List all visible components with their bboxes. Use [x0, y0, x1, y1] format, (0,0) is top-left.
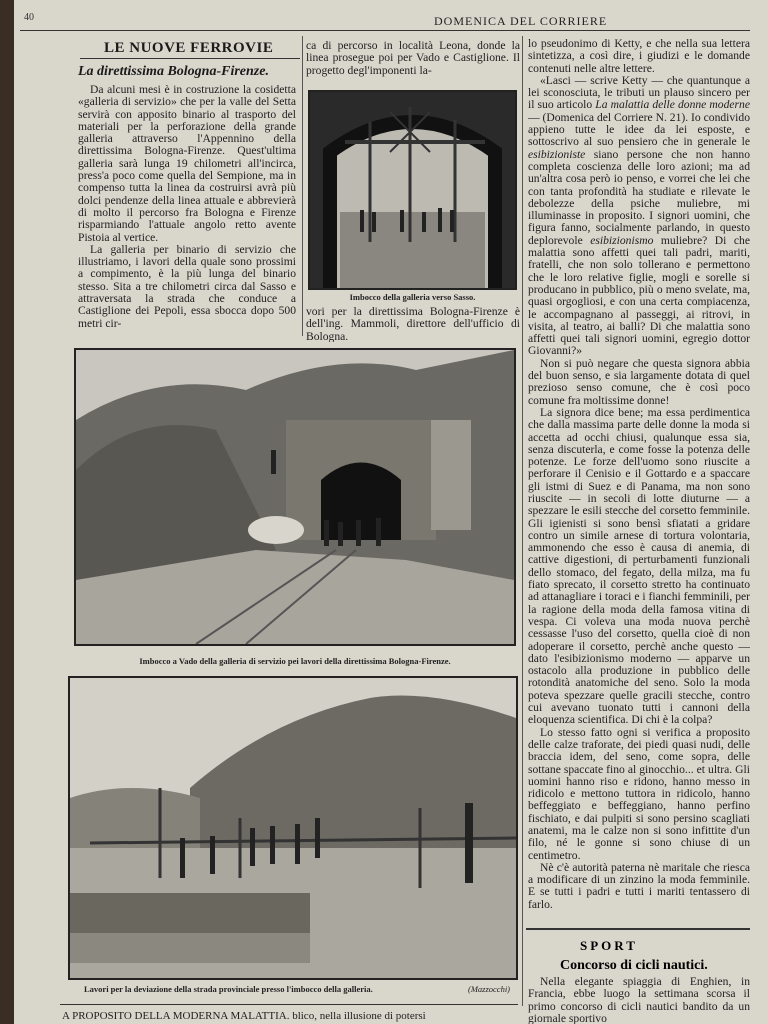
article-paragraph: vori per la direttissima Bologna-Firenze è dell'ing. Mammoli, direttore dell'ufficio di Bologna.: [306, 306, 520, 342]
column-paragraph: Non si può negare che questa signora abbia del buon senso, e sia largamente dotata di quel prezioso senso comune, che è così poco comune fra moltissime donne!: [528, 356, 750, 407]
tunnel-vado-illustration: [76, 350, 514, 644]
article-column-1: [78, 84, 296, 340]
quote-body: siano persone che non hanno completa coscienza delle loro azioni; ma ad un'altra cosa però io penso, e vorrei che lei che con tanta profondità ha studiate e rilevate le debolezze della psiche muliebre, mi illuminasse in proposito. I signori uomini, che figura fanno, socialmente parlando, in questo deplorevole: [528, 147, 750, 247]
column-paragraph: Lo stesso fatto ogni si verifica a proposito delle calze traforate, dei piedi quasi nudi, delle braccia idem, del seno, come sopra, delle sottane spaccate fino al ginocchio... et ultra. Gli uomini hanno riso e ridono, hanno messo in ridicolo e mettono tuttora in ridicolo, hanno beffeggiato e beffeggiano, hanno perfino fischiato, e dai pulpiti si sono persino scagliati anatemi, ma le calze non si sono infittite d'un filo, né le gonne si sono chiuse di un centimetro.: [528, 725, 750, 862]
article-paragraph: La galleria per binario di servizio che illustriamo, i lavori della quale sono prossimi a compimento, è la più lunga del binario stesso. Sita a tre chilometri circa dal Sasso e attraversata la strada che conduce a Castiglione dei Pepoli, essa sbocca dopo 500 metri cir-: [78, 242, 296, 330]
sport-article-body: [528, 976, 750, 1024]
column-paragraph: La signora dice bene; ma essa perdimentica che dalla massima parte delle donne la moda si accetta ad occhi chiusi, qualunque essa sia, senza discuterla, e come fosse la potenza delle potenze. Le forze dell'uomo sono riuscite a perforare il Cenisio e il Gottardo e a spaccare gli istmi di Suez e di Panama, ma non sono riuscite — in secoli di lotte diuturne — a spezzare le esili stecche del corsetto femminile. Gli igienisti si sono bensì sfiatati a gridare contro un simile arnese di tortura volontaria, ammonendo che esso è causa di anemia, di cattive digestioni, di perturbamenti funzionali dello stomaco, del fegato, della milza, ma fu fiato sprecato, il corsetto stretto ha continuato ad attanagliare i toraci e i fianchi femminili, per la ragione della moda della famosa vitina di vespa. Ci voleva una moda nuova perchè cessasse l'uso del corsetto, quella cioè di non adoperare il corsetto, perchè anche questo — dato l'esibizionismo moderno — apparve un ostacolo alla produzione in pubblico delle rotondità anatomiche del seno. Solo la moda poteva spezzare quelle gracili stecche, contro cui avevano tuonato tutti i cannoni della eloquenza scientifica. Di chi è la colpa?: [528, 405, 750, 727]
article-title: La direttissima Bologna-Firenze.: [78, 64, 269, 79]
quote-lead: «Lasci — scrive Ketty — che quantunque a lei sconosciuta, le tributi un plauso sincero per il suo articolo: [528, 73, 750, 112]
article-paragraph: ca di percorso in località Leona, donde la linea prosegue poi per Vado e Castiglione. Il progetto degl'imponenti la-: [306, 40, 520, 77]
right-column: [528, 38, 750, 924]
photo-tunnel-entrance-sasso: [308, 90, 517, 290]
sport-paragraph: Nella elegante spiaggia di Enghien, in Francia, ebbe luogo la settimana scorsa il primo concorso di cicli nautici bandito da un giornale sportivo: [528, 976, 750, 1024]
page-header: [20, 4, 750, 31]
article-column-2-bottom: [306, 306, 520, 342]
column-paragraph: lo pseudonimo di Ketty, e che nella sua lettera sintetizza, a così dire, i giudizi e le domande contenuti nelle altre lettere.: [528, 38, 750, 75]
column-paragraph: Nè c'è autorità paterna nè maritale che riesca a modificare di un zinzino la moda femminile. E se tutti i padri e tutti i mariti tentassero di farlo.: [528, 860, 750, 911]
next-article-snippet: A PROPOSITO DELLA MODERNA MALATTIA. blico, nella illusione di potersi: [62, 1010, 426, 1022]
bottom-rule: [60, 1004, 518, 1005]
tunnel-sasso-illustration: [310, 92, 515, 288]
quote-end: muliebre? Di che malattia sono affetti quei tali padri, mariti, fratelli, che non solo tollerano e permettono che le loro relative figlie, mogli e sorelle si producano in pubblico, più o meno svelate, ma, quasi orgogliosi, e con una certa compiacenza, le accompagnano al passeggi, ai ritrovi, in visita, al teatro, ai balli? Di che malattia sono affetti quei tali signori uomini, egregio dottor Giovanni?»: [528, 233, 750, 358]
photo-caption: Imbocco a Vado della galleria di servizio pei lavori della direttissima Bologna-Firenze.: [139, 656, 451, 666]
sport-heading: SPORT: [580, 938, 638, 953]
photo-road-diversion: [68, 676, 518, 980]
sport-section-rule: [526, 928, 750, 930]
sport-article-title: Concorso di cicli nautici.: [560, 958, 708, 973]
masthead: DOMENICA DEL CORRIERE: [434, 14, 608, 28]
section-title: LE NUOVE FERROVIE: [104, 40, 274, 56]
photo-caption: Imbocco della galleria verso Sasso.: [349, 292, 476, 302]
column-paragraph: [528, 75, 750, 358]
page-number: 40: [24, 12, 34, 23]
article-column-2-top: [306, 40, 520, 88]
italic-term: esibizionismo: [590, 233, 654, 247]
italic-term: esibizioniste: [528, 147, 586, 161]
quote-reference: — (Domenica del Corriere N. 21). Io condivido appieno tutte le idee da lei esposte, e sottoscrivo al suo pensiero che in generale le: [528, 110, 750, 149]
article-paragraph: Da alcuni mesi è in costruzione la cosidetta «galleria di servizio» che per la valle del Setta servirà con apposito binario al trasporto del materiali per la perforazione della grande galleria attraverso l'Appennino della direttissima Bologna-Firenze. Quest'ultima galleria sarà lunga 19 chilometri all'incirca, press'a poco come quella del Sempione, ma in compenso tutta la linea da costruirsi avrà più dolci pendenze della linea attuale e abbrevierà di molto il percorso fra Bologna e Firenze risparmiando l'attuale angolo retto avente Pistoia al vertice.: [78, 84, 296, 244]
photo-tunnel-entrance-vado: [74, 348, 516, 646]
quoted-article-title: La malattia delle donne moderne: [595, 98, 750, 112]
photo-caption: Lavori per la deviazione della strada provinciale presso l'imbocco della galleria.: [84, 984, 373, 994]
road-diversion-illustration: [70, 678, 516, 978]
photo-credit: (Mazzocchi): [468, 984, 511, 994]
column-divider: [522, 36, 523, 1006]
title-rule: [80, 58, 300, 59]
column-divider: [302, 36, 303, 336]
